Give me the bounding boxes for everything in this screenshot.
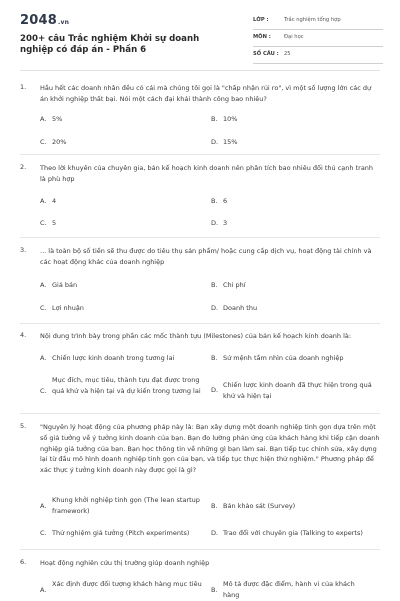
option-text: Trao đổi với chuyên gia (Talking to experts) [223, 529, 363, 537]
question-divider [20, 237, 380, 238]
option-key: D. [211, 386, 219, 394]
option-key: C. [40, 529, 47, 537]
option-key: D. [211, 529, 219, 537]
option-text: 3 [223, 219, 228, 227]
meta-label: MÔN : [253, 34, 271, 40]
option-text: 20% [52, 138, 67, 146]
option-key: B. [211, 281, 218, 289]
option-text: Mô tả được đặc điểm, hành vi của khách hàng [223, 580, 355, 599]
meta-value: Trắc nghiệm tổng hợp [284, 17, 341, 23]
logo-suffix: .vn [57, 19, 70, 26]
option-key: A. [40, 115, 47, 123]
option-key: B. [211, 586, 218, 594]
question-text: "Nguyên lý hoạt động của phương pháp này là: Bạn xây dựng một doanh nghiệp tinh gọn dựa trên một số giả tưởng về ý tưởng kinh doanh của bạn. Bạn đo lường phản ứng của khách hàng khi tiếp cận doanh nghiệp giả tưởng của bạn. Bạn học thông tin về những gì bạn làm sai. Bạn tiếp tục chỉnh sửa, xây dựng lại từ đầu mô hình doanh nghiệp tinh gọn của bạn, và tiếp tục thực hiện thử nghiệm." Phương pháp để xác thực ý tưởng kinh doanh này được gọi là gì? [40, 423, 380, 475]
question-text: Nội dung trình bày trong phần các mốc thành tựu (Milestones) của bản kế hoạch kinh doanh là: [40, 332, 352, 340]
logo-main: 2048 [20, 13, 57, 28]
question-number: 4. [20, 331, 27, 339]
option-text: Bản khảo sát (Survey) [223, 502, 296, 510]
option-key: D. [211, 219, 219, 227]
option-key: A. [40, 197, 47, 205]
option-text: Giá bán [52, 281, 78, 289]
question-divider [20, 549, 380, 550]
option-text: Doanh thu [223, 304, 258, 312]
option-text: Mục đích, mục tiêu, thành tựu đạt được trong quá khứ và hiện tại và dự kiến trong tương lai [52, 376, 201, 395]
option-key: A. [40, 586, 47, 594]
option-text: Chi phí [223, 281, 246, 289]
question-divider [20, 323, 380, 324]
option-key: A. [40, 502, 47, 510]
question-number: 1. [20, 83, 27, 91]
question-text: Hầu hết các doanh nhân đều có cái mà chúng tôi gọi là "chấp nhận rủi ro", vì một số lượng lớn các dự án khởi nghiệp thất bại. Nói một cách đại khái thành công bao nhiêu? [40, 84, 372, 103]
option-text: Chiến lược kinh doanh trong tương lai [52, 354, 175, 362]
option-key: D. [211, 138, 219, 146]
option-text: 15% [223, 138, 238, 146]
option-text: Thử nghiệm giả tưởng (Pitch experiments) [52, 529, 190, 537]
option-text: Chiến lược kinh doanh đã thực hiện trong quá khứ và hiện tại [223, 381, 372, 400]
question-number: 5. [20, 422, 27, 430]
option-text: Xác định được đối tượng khách hàng mục tiêu [52, 580, 202, 588]
option-key: B. [211, 354, 218, 362]
option-text: 6 [223, 197, 228, 205]
option-key: D. [211, 304, 219, 312]
meta-value: Đại học [284, 34, 304, 40]
option-text: 5 [52, 219, 57, 227]
option-key: B. [211, 115, 218, 123]
meta-row-class [253, 14, 383, 30]
option-key: B. [211, 197, 218, 205]
meta-value: 25 [284, 51, 291, 57]
meta-row-subject [253, 31, 383, 47]
option-key: A. [40, 354, 47, 362]
option-key: A. [40, 281, 47, 289]
question-text: ... là toàn bộ số tiền sẽ thu được do tiêu thụ sản phẩm/ hoặc cung cấp dịch vụ, hoạt động tài chính và các hoạt động khác của doanh nghiệp [40, 247, 372, 266]
question-text: Hoạt động nghiên cứu thị trường giúp doanh nghiệp [40, 559, 210, 567]
option-key: C. [40, 304, 47, 312]
question-divider [20, 154, 380, 155]
question-number: 6. [20, 558, 27, 566]
meta-row-count [253, 48, 383, 64]
question-divider [20, 413, 380, 414]
question-text: Theo lời khuyên của chuyên gia, bản kế hoạch kinh doanh nên phân tích bao nhiêu đối thủ cạnh tranh là phù hợp [40, 164, 374, 183]
option-key: B. [211, 502, 218, 510]
question-number: 3. [20, 246, 27, 254]
option-key: C. [40, 138, 47, 146]
option-text: Lợi nhuận [52, 304, 84, 312]
meta-table [253, 14, 383, 65]
option-text: 10% [223, 115, 238, 123]
document-title: 200+ câu Trắc nghiệm Khởi sự doanh nghiệp có đáp án - Phần 6 [20, 34, 200, 55]
site-logo[interactable] [20, 13, 69, 28]
question-number: 2. [20, 163, 27, 171]
option-text: 4 [52, 197, 57, 205]
option-text: 5% [52, 115, 63, 123]
option-key: C. [40, 387, 47, 395]
option-key: C. [40, 219, 47, 227]
option-text: Khung khởi nghiệp tinh gọn (The lean startup framework) [52, 496, 200, 515]
option-text: Sứ mệnh tầm nhìn của doanh nghiệp [223, 354, 344, 362]
meta-label: LỚP : [253, 17, 269, 23]
meta-label: SỐ CÂU : [253, 51, 279, 57]
header-divider [20, 70, 380, 71]
